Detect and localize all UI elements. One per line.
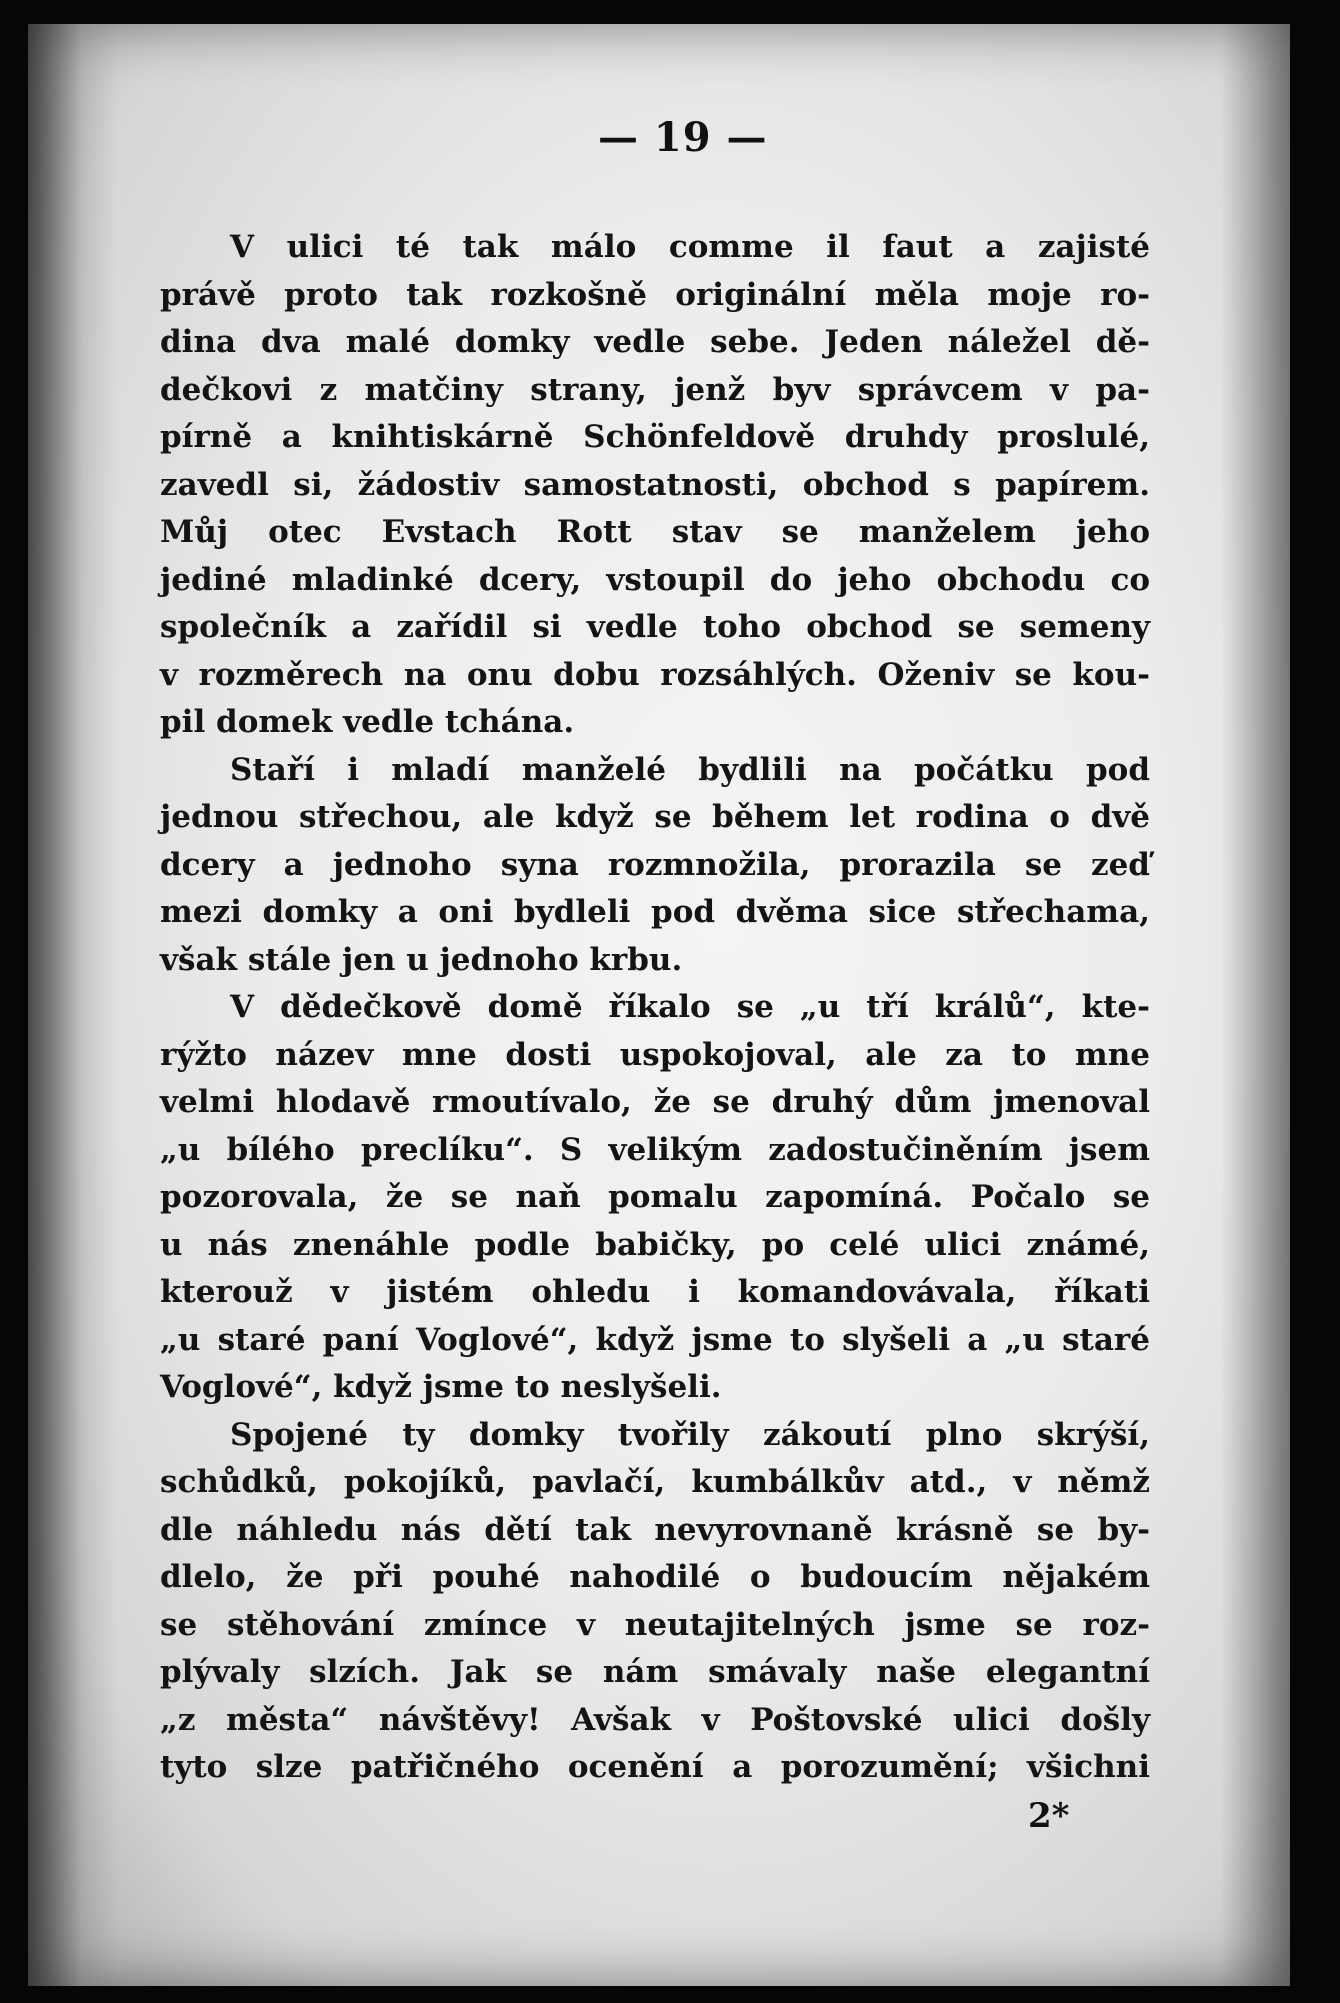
text-line: pil domek vedle tchána.	[160, 704, 575, 740]
text-line: v rozměrech na onu dobu rozsáhlých. Oženiv se kou-	[160, 656, 1150, 693]
text-line: pozorovala, že se naň pomalu zapomíná. Počalo se	[160, 1179, 1150, 1215]
paragraph-1	[160, 224, 1150, 747]
text-line: „u bílého preclíku“. S velikým zadostučiněním jsem	[160, 1131, 1150, 1168]
signature-mark: 2*	[1028, 1796, 1070, 1836]
text-line: zavedl si, žádostiv samostatnosti, obchod s papírem.	[160, 466, 1150, 503]
text-line: V dědečkově domě říkalo se „u tří králů“, kte-	[230, 989, 1150, 1025]
text-line: Staří i mladí manželé bydlili na počátku pod	[230, 751, 1150, 788]
text-line: kterouž v jistém ohledu i komandovávala, říkati	[160, 1274, 1150, 1310]
text-line: právě proto tak rozkošně originální měla moje ro-	[160, 276, 1150, 313]
text-line: dlelo, že při pouhé nahodilé o budoucím nějakém	[160, 1559, 1150, 1595]
page-number: — 19 —	[598, 114, 768, 161]
text-line: dečkovi z matčiny strany, jenž byv správcem v pa-	[160, 371, 1150, 408]
text-line: jednou střechou, ale když se během let rodina o dvě	[160, 799, 1150, 835]
text-line: pírně a knihtiskárně Schönfeldově druhdy proslulé,	[160, 419, 1150, 455]
text-line: dcery a jednoho syna rozmnožila, prorazila se zeď	[160, 846, 1150, 883]
text-line: „u staré paní Voglové“, když jsme to slyšeli a „u staré	[160, 1321, 1150, 1358]
text-line: velmi hlodavě rmoutívalo, že se druhý dům jmenoval	[160, 1084, 1150, 1120]
text-line: společník a zařídil si vedle toho obchod se semeny	[160, 609, 1150, 645]
text-line: plývaly slzích. Jak se nám smávaly naše elegantní	[160, 1654, 1150, 1690]
body-text	[160, 224, 1150, 1792]
text-line: Spojené ty domky tvořily zákoutí plno skrýší,	[230, 1416, 1150, 1453]
text-line: schůdků, pokojíků, pavlačí, kumbálkův atd., v němž	[160, 1464, 1150, 1500]
text-line: dina dva malé domky vedle sebe. Jeden náležel dě-	[160, 324, 1150, 360]
text-line: V ulici té tak málo comme il faut a zajisté	[230, 229, 1150, 265]
text-line: dle náhledu nás dětí tak nevyrovnaně krásně se by-	[160, 1511, 1150, 1548]
text-line: rýžto název mne dosti uspokojoval, ale za to mne	[160, 1036, 1150, 1073]
book-page	[28, 24, 1290, 1986]
text-line: jediné mladinké dcery, vstoupil do jeho obchodu co	[160, 561, 1150, 598]
text-line: mezi domky a oni bydleli pod dvěma sice střechama,	[160, 894, 1150, 930]
paragraph-2	[160, 747, 1150, 985]
text-line: u nás znenáhle podle babičky, po celé ulici známé,	[160, 1226, 1150, 1263]
paragraph-4	[160, 1412, 1150, 1792]
text-line: se stěhování zmínce v neutajitelných jsme se roz-	[160, 1606, 1150, 1643]
paragraph-3	[160, 984, 1150, 1412]
text-line: Voglové“, když jsme to neslyšeli.	[160, 1369, 722, 1405]
text-line: tyto slze patřičného ocenění a porozumění; všichni	[160, 1749, 1150, 1785]
text-line: Můj otec Evstach Rott stav se manželem jeho	[160, 514, 1150, 550]
text-line: „z města“ návštěvy! Avšak v Poštovské ulici došly	[160, 1701, 1150, 1738]
text-line: však stále jen u jednoho krbu.	[160, 941, 683, 978]
